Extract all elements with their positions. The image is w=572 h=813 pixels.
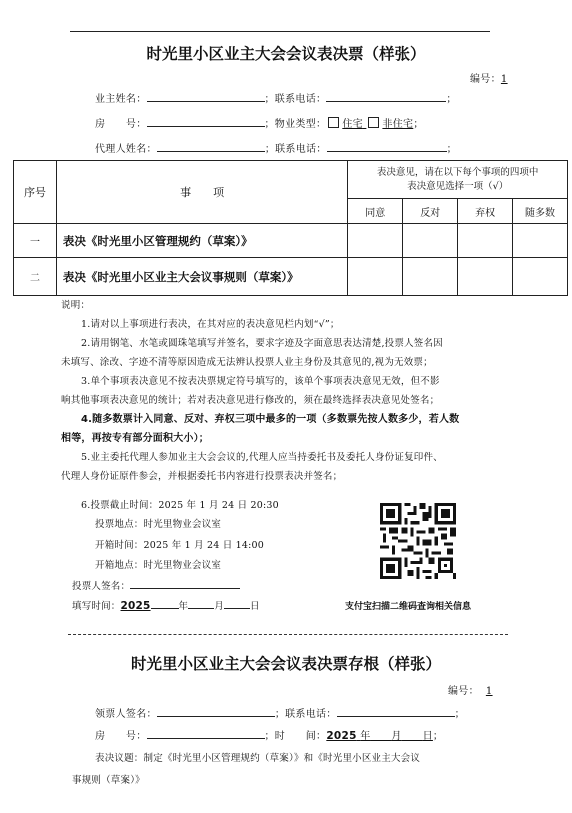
note-6-open-time: 开箱时间：2025 年 1 月 24 日 14:00 [95,540,265,551]
stub-date [326,731,433,742]
header-majority: 随多数 [513,199,568,224]
vote-table [13,160,568,296]
semicolon: ； [446,94,457,105]
owner-name-label: 业主姓名： [95,94,147,105]
fill-year: 2025 [120,600,151,612]
stub-year-unit: 年 [360,731,371,742]
semicolon: ； [413,119,424,130]
ballot-number [470,70,508,85]
note-3b: 响其他事项表决意见的统计；若对表决意见进行修改的，须在最终选择表决意见处签名； [61,395,440,406]
cut-line [68,634,508,635]
stub-room-row [95,727,443,742]
note-2b: 未填写、涂改、字迹不清等原因造成无法辨认投票人业主身份及其意见的,视为无效票； [61,357,433,368]
stub-year: 2025 [326,730,357,742]
note-4a: 4.随多数票计入同意、反对、弃权三项中最多的一项（多数票先按人数多少，若人数 [81,414,460,425]
abstain-cell[interactable] [458,224,513,258]
stub-time-label: ；时 间： [264,731,327,742]
stub-room-label: 房 号： [95,731,147,742]
oppose-cell[interactable] [403,224,458,258]
room-row [95,115,424,130]
stub-contact-field[interactable] [337,705,455,717]
owner-name-field[interactable] [147,90,265,102]
header-opinion [348,161,568,199]
voter-sign-label: 投票人签名： [72,581,131,592]
stub-topics [72,748,542,792]
semicolon: ； [432,731,444,742]
stub-receiver-row [95,705,465,720]
ballot-title: 时光里小区业主大会会议表决票（样张） [146,44,426,63]
qr-caption: 支付宝扫描二维码查询相关信息 [345,602,472,612]
abstain-cell[interactable] [458,258,513,296]
agree-cell[interactable] [348,224,403,258]
note-5a: 5.业主委托代理人参加业主大会会议的,代理人应当持委托书及委托人身份证复印件、 [81,452,443,463]
stub-number [448,682,493,697]
notes [61,296,531,486]
opinion-header-line1: 表决意见，请在以下每个事项的四项中 [376,166,539,178]
note-6-deadline: 6.投票截止时间：2025 年 1 月 24 日 20:30 [81,500,279,511]
stub-contact-label: ；联系电话： [274,709,337,720]
agree-cell[interactable] [348,258,403,296]
agent-name-label: 代理人姓名： [95,144,157,155]
semicolon: ； [446,144,457,155]
notes-heading: 说明： [61,300,91,311]
table-row [14,224,568,258]
voter-sign-row [72,577,240,596]
row-item: 表决《时光里小区管理规约（草案）》 [56,224,347,258]
oppose-cell[interactable] [403,258,458,296]
qr-code-image [380,502,456,580]
majority-cell[interactable] [513,258,568,296]
fill-day-unit: 日 [249,601,260,612]
majority-cell[interactable] [513,224,568,258]
opinion-header-line2: 表决意见选择一项（√） [407,180,509,192]
residential-label: 住宅 [342,119,363,130]
header-agree: 同意 [348,199,403,224]
stub-number-value: 1 [485,686,493,697]
agent-name-field[interactable] [157,140,265,152]
stub-topics-line2: 事规则（草案）》 [72,775,145,786]
note-3a: 3.单个事项表决意见不按表决票规定符号填写的，该单个事项表决意见无效，但不影 [81,376,440,387]
agent-contact-field[interactable] [327,140,447,152]
receiver-sign-field[interactable] [157,705,275,717]
contact-field[interactable] [326,90,446,102]
non-residential-checkbox[interactable] [368,117,379,128]
note-6-place: 投票地点：时光里物业会议室 [95,519,222,530]
fill-month-field[interactable] [188,598,214,609]
fill-year-field[interactable] [151,598,179,609]
row-item: 表决《时光里小区业主大会议事规则（草案）》 [56,258,347,296]
fill-time-row [72,597,260,616]
agent-contact-label: ；联系电话： [264,144,327,155]
room-label: 房 号： [95,119,147,130]
semicolon: ； [454,709,465,720]
number-label: 编号： [470,74,501,85]
property-type-options [326,119,413,130]
table-row [14,258,568,296]
note-1: 1.请对以上事项进行表决，在其对应的表决意见栏内划“√”； [81,319,340,330]
stub-day-unit: 日 [422,731,433,742]
number-value: 1 [500,74,508,85]
contact-label: ；联系电话： [264,94,327,105]
fill-month-unit: 月 [214,601,224,612]
stub-room-field[interactable] [147,727,265,739]
fill-time-label: 填写时间： [72,601,121,612]
fill-year-unit: 年 [178,601,189,612]
fill-day-field[interactable] [224,598,250,609]
stub-number-label: 编号： [448,686,479,697]
property-type-label: ；物业类型： [264,119,327,130]
note-5b: 代理人身份证原件参会，并根据委托书内容进行投票表决并签名； [61,471,343,482]
voter-sign-field[interactable] [130,578,240,589]
owner-row [95,90,457,105]
room-field[interactable] [147,115,265,127]
header-oppose: 反对 [403,199,458,224]
top-rule [70,31,490,32]
header-abstain: 弃权 [458,199,513,224]
row-seq: 一 [14,224,57,258]
receiver-sign-label: 领票人签名： [95,709,157,720]
stub-month-unit: 月 [391,731,402,742]
stub-topics-line1: 表决议题：制定《时光里小区管理规约（草案）》和《时光里小区业主大会议 [95,753,421,764]
non-residential-label: 非住宅 [382,119,414,130]
header-item: 事 项 [56,161,347,224]
residential-checkbox[interactable] [328,117,339,128]
header-seq: 序号 [14,161,57,224]
stub-title: 时光里小区业主大会会议表决票存根（样张） [130,654,441,673]
note-4b: 相等，再按专有部分面积大小）； [61,433,209,444]
agent-row [95,140,457,155]
row-seq: 二 [14,258,57,296]
note-6-open-place: 开箱地点：时光里物业会议室 [95,560,222,571]
note-2a: 2.请用钢笔、水笔或圆珠笔填写并签名，要求字迹及字面意思表达清楚,投票人签名因 [81,338,443,349]
